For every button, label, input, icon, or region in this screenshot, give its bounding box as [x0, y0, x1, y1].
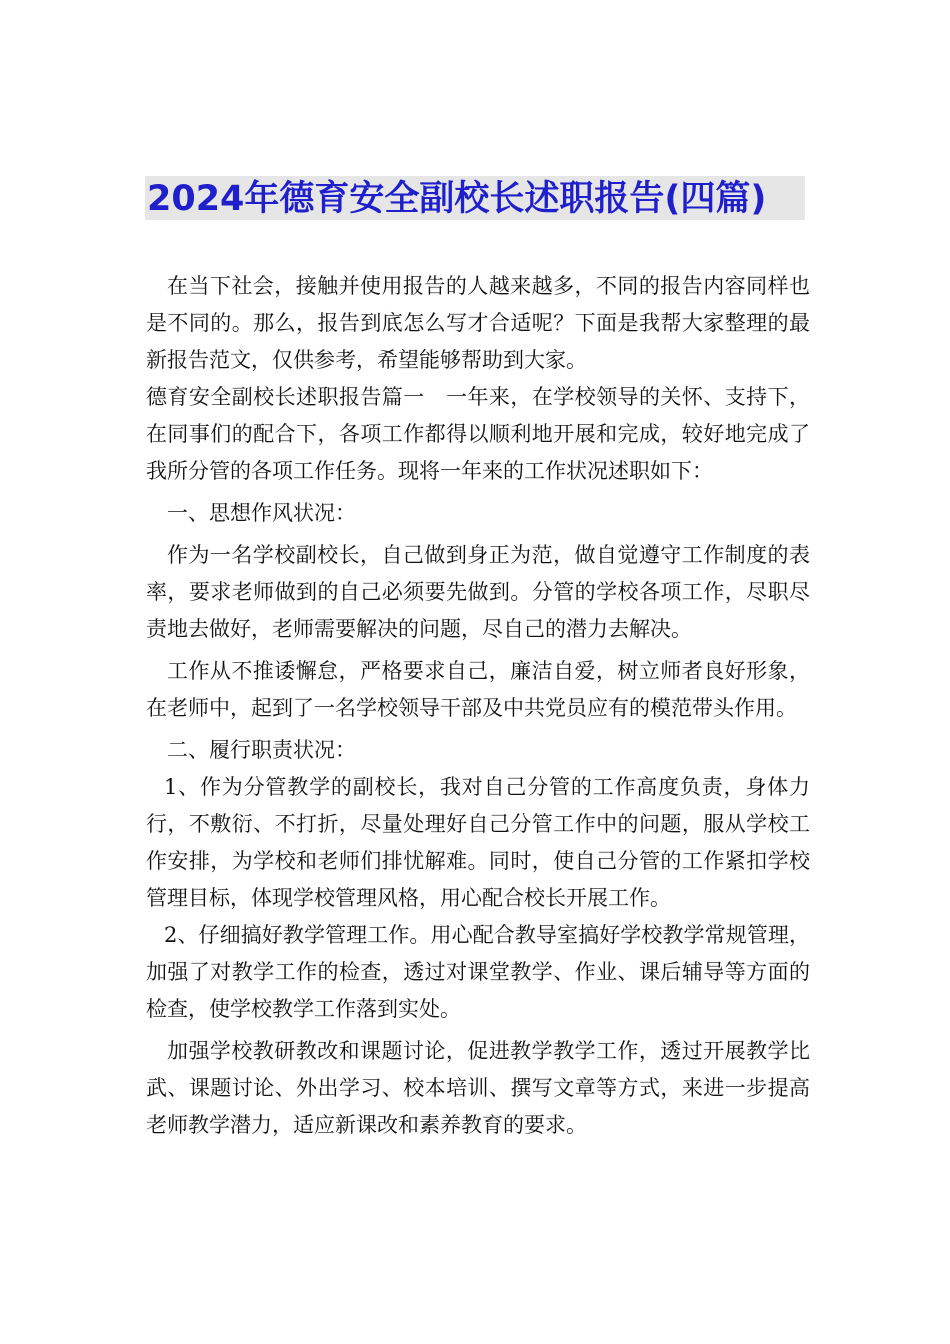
body-paragraph: 1、作为分管教学的副校长，我对自己分管的工作高度负责，身体力行，不敷衍、不打折，尽量处理好自己分管工作中的问题，服从学校工作安排，为学校和老师们排忧解难。同时，使自己分管的工作紧扣学校管理目标，体现学校管理风格，用心配合校长开展工作。 [146, 775, 810, 910]
intro-paragraph: 在当下社会，接触并使用报告的人越来越多，不同的报告内容同样也是不同的。那么，报告到底怎么写才合适呢？下面是我帮大家整理的最新报告范文，仅供参考，希望能够帮助到大家。 [146, 274, 810, 372]
body-paragraph: 2、仔细搞好教学管理工作。用心配合教导室搞好学校教学常规管理，加强了对教学工作的检查，透过对课堂教学、作业、课后辅导等方面的检查，使学校教学工作落到实处。 [146, 923, 810, 1021]
document-body [146, 268, 810, 1144]
body-paragraph: 加强学校教研教改和课题讨论，促进教学教学工作，透过开展教学比武、课题讨论、外出学习、校本培训、撰写文章等方式，来进一步提高老师教学潜力，适应新课改和素养教育的要求。 [146, 1039, 810, 1137]
heading-thought-style: 一、思想作风状况： [167, 501, 356, 525]
section-one-paragraph: 德育安全副校长述职报告篇一 一年来，在学校领导的关怀、支持下，在同事们的配合下，各项工作都得以顺利地开展和完成，较好地完成了我所分管的各项工作任务。现将一年来的工作状况述职如下： [146, 385, 810, 483]
document-title: 2024年德育安全副校长述职报告(四篇) [147, 179, 767, 219]
heading-duties: 二、履行职责状况： [167, 738, 356, 762]
body-paragraph: 作为一名学校副校长，自己做到身正为范，做自觉遵守工作制度的表率，要求老师做到的自己必须要先做到。分管的学校各项工作，尽职尽责地去做好，老师需要解决的问题，尽自己的潜力去解决。 [146, 543, 810, 641]
body-paragraph: 工作从不推诿懈怠，严格要求自己，廉洁自爱，树立师者良好形象，在老师中，起到了一名学校领导干部及中共党员应有的模范带头作用。 [146, 659, 810, 720]
